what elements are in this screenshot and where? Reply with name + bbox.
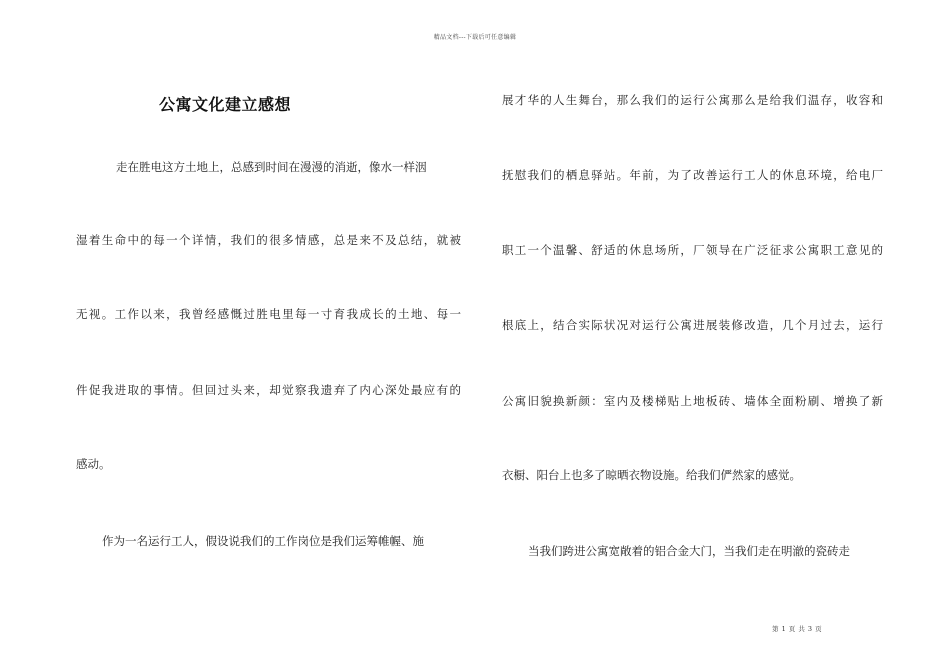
header-note: 精品文档---下载后可任意编辑: [433, 34, 517, 41]
paragraph-line: 湿着生命中的每一个详情，我们的很多情感，总是来不及总结，就被: [76, 233, 461, 247]
paragraph-line: 件促我进取的事情。但回过头来，却觉察我遗弃了内心深处最应有的: [76, 383, 461, 397]
paragraph-line: 当我们跨进公寓宽敞着的铝合金大门，当我们走在明澈的瓷砖走: [528, 544, 850, 558]
paragraph-line: 职工一个温馨、舒适的休息场所，厂领导在广泛征求公寓职工意见的: [502, 243, 883, 257]
paragraph-line: 抚慰我们的栖息驿站。年前，为了改善运行工人的休息环境，给电厂: [502, 168, 883, 182]
paragraph-line: 根底上，结合实际状况对运行公寓进展装修改造，几个月过去，运行: [502, 318, 883, 332]
paragraph-line: 公寓旧貌换新颜：室内及楼梯贴上地板砖、墙体全面粉刷、增换了新: [502, 394, 883, 408]
paragraph-line: 作为一名运行工人，假设说我们的工作岗位是我们运筹帷幄、施: [102, 534, 424, 548]
document-title: 公寓文化建立感想: [158, 95, 291, 114]
paragraph-line: 感动。: [76, 457, 111, 471]
paragraph-line: 展才华的人生舞台，那么我们的运行公寓那么是给我们温存，收容和: [502, 93, 883, 107]
paragraph-line: 走在胜电这方土地上，总感到时间在漫漫的消逝，像水一样洇: [116, 160, 427, 174]
paragraph-line: 无视。工作以来，我曾经感慨过胜电里每一寸育我成长的土地、每一: [76, 307, 461, 321]
page-number: 第 1 页 共 3 页: [772, 625, 823, 633]
paragraph-line: 衣橱、阳台上也多了晾晒衣物设施。给我们俨然家的感觉。: [502, 468, 801, 482]
